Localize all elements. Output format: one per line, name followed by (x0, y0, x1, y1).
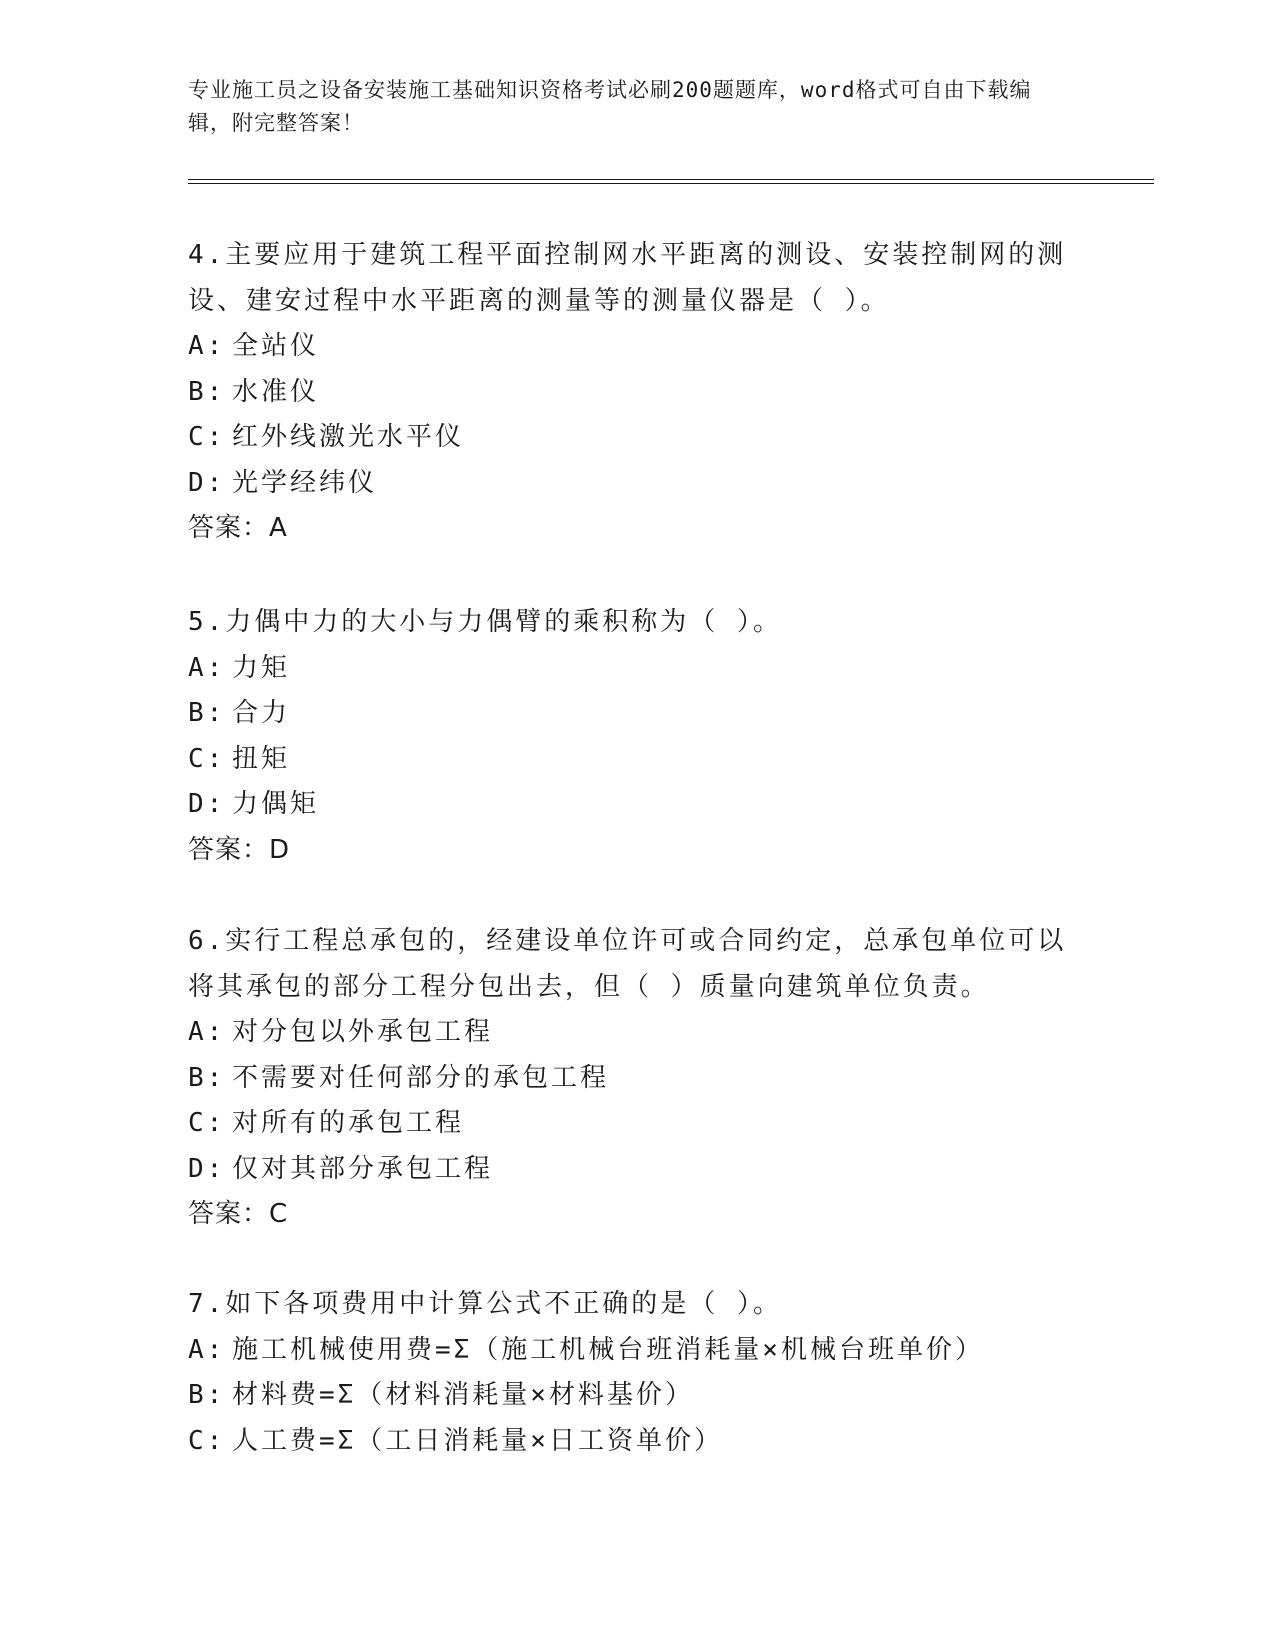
option-d (188, 1147, 1068, 1193)
option-key: D: (188, 1153, 226, 1184)
option-text: 合力 (232, 698, 291, 728)
option-text: 不需要对任何部分的承包工程 (232, 1062, 610, 1093)
question-5 (188, 600, 1068, 873)
option-text: 光学经纬仪 (232, 467, 378, 498)
question-text: 7.如下各项费用中计算公式不正确的是（ ）。 (188, 1289, 782, 1319)
option-a (188, 646, 1068, 692)
option-key: B: (188, 1062, 226, 1093)
option-key: A: (188, 1017, 226, 1047)
option-key: C: (188, 422, 226, 452)
question-text: 5.力偶中力的大小与力偶臂的乘积称为（ ）。 (188, 607, 782, 637)
option-text: 红外线激光水平仪 (232, 422, 465, 452)
option-b (188, 1373, 1068, 1419)
option-c (188, 737, 1068, 783)
question-6 (188, 918, 1068, 1238)
option-text: 水准仪 (232, 376, 320, 407)
option-text: 材料费=Σ（材料消耗量×材料基价） (232, 1380, 694, 1410)
option-c (188, 1419, 1068, 1465)
option-key: A: (188, 1334, 226, 1365)
option-b (188, 1056, 1068, 1102)
option-text: 扭矩 (232, 743, 291, 774)
question-text: 6.实行工程总承包的，经建设单位许可或合同约定，总承包单位可以将其承包的部分工程分包出去，但（ ）质量向建筑单位负责。 (188, 926, 1067, 1002)
option-key: C: (188, 743, 226, 774)
option-d (188, 461, 1068, 507)
question-text: 4.主要应用于建筑工程平面控制网水平距离的测设、安装控制网的测设、建安过程中水平距离的测量等的测量仪器是（ ）。 (188, 240, 1067, 316)
option-text: 仅对其部分承包工程 (232, 1153, 494, 1184)
option-a (188, 1010, 1068, 1056)
question-4 (188, 232, 1068, 552)
option-a (188, 1328, 1068, 1374)
option-key: D: (188, 789, 226, 819)
document-header (188, 74, 1068, 140)
option-text: 人工费=Σ（工日消耗量×日工资单价） (232, 1425, 723, 1456)
option-c (188, 415, 1068, 461)
option-text: 对所有的承包工程 (232, 1108, 465, 1138)
option-b (188, 691, 1068, 737)
option-c (188, 1101, 1068, 1147)
option-key: B: (188, 1380, 226, 1410)
header-double-rule (188, 179, 1154, 184)
option-key: B: (188, 376, 226, 407)
option-key: A: (188, 652, 226, 683)
option-key: C: (188, 1425, 226, 1456)
option-text: 力偶矩 (232, 789, 320, 819)
option-text: 全站仪 (232, 331, 320, 361)
answer-line: 答案：D (188, 834, 291, 865)
option-key: D: (188, 467, 226, 498)
question-7 (188, 1282, 1068, 1464)
option-d (188, 782, 1068, 828)
answer-line: 答案：C (188, 1199, 289, 1229)
option-text: 对分包以外承包工程 (232, 1017, 494, 1047)
answer-line: 答案：A (188, 513, 288, 543)
document-title: 专业施工员之设备安装施工基础知识资格考试必刷200题题库，word格式可自由下载编辑，附完整答案！ (188, 78, 1032, 135)
option-key: B: (188, 698, 226, 728)
option-b (188, 370, 1068, 416)
option-text: 施工机械使用费=Σ（施工机械台班消耗量×机械台班单价） (232, 1334, 984, 1365)
option-a (188, 324, 1068, 370)
option-key: A: (188, 331, 226, 361)
option-text: 力矩 (232, 652, 291, 683)
option-key: C: (188, 1108, 226, 1138)
